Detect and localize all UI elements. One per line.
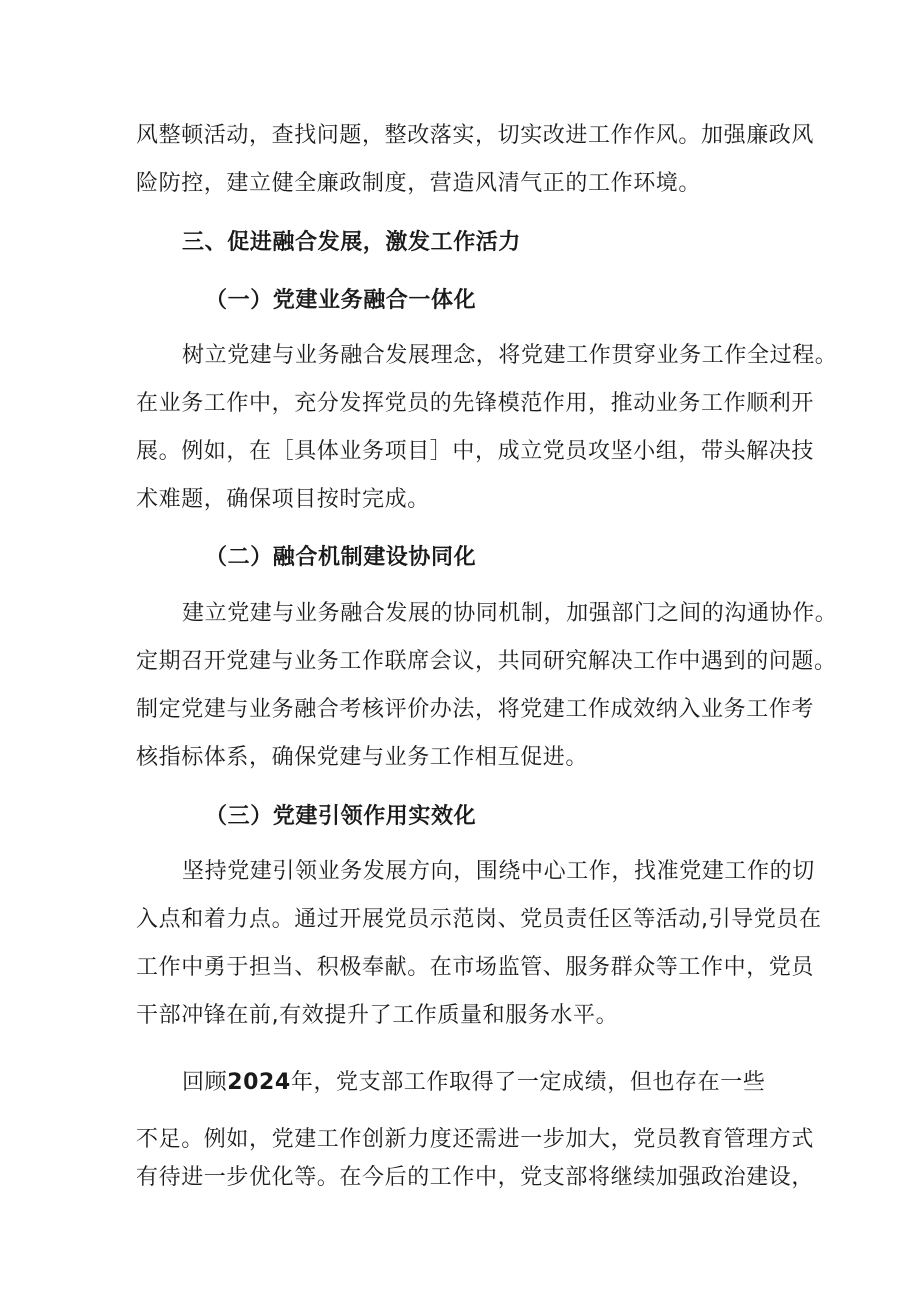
paragraph-line: 工作中勇于担当、积极奉献。在市场监管、服务群众等工作中，党员 [136,955,815,980]
paragraph-line: 在业务工作中，充分发挥党员的先锋模范作用，推动业务工作顺利开 [136,391,815,416]
section-heading: 三、促进融合发展，激发工作活力 [182,230,522,255]
paragraph-line: 术难题，确保项目按时完成。 [136,487,430,512]
paragraph-line: 制定党建与业务融合考核评价办法，将党建工作成效纳入业务工作考 [136,697,815,722]
paragraph-line: 险防控，建立健全廉政制度，营造风清气正的工作环境。 [136,171,702,196]
paragraph-line: 入点和着力点。通过开展党员示范岗、党员责任区等活动,引导党员在 [136,907,822,932]
review-text-pre: 回顾 [182,1070,228,1095]
paragraph-line: 展。例如，在［具体业务项目］中，成立党员攻坚小组，带头解决技 [136,439,815,464]
paragraph-line: 不足。例如，党建工作创新力度还需进一步加大，党员教育管理方式 [136,1127,815,1152]
subsection-heading: （一）党建业务融合一体化 [205,288,477,313]
paragraph-line: 树立党建与业务融合发展理念，将党建工作贯穿业务工作全过程。 [182,343,838,368]
paragraph-line: 坚持党建引领业务发展方向，围绕中心工作，找准党建工作的切 [182,859,815,884]
paragraph-line: 建立党建与业务融合发展的协同机制，加强部门之间的沟通协作。 [182,601,838,626]
subsection-heading: （二）融合机制建设协同化 [205,545,477,570]
paragraph-line: 核指标体系，确保党建与业务工作相互促进。 [136,745,589,770]
paragraph-line: 风整顿活动，查找问题，整改落实，切实改进工作作风。加强廉政风 [136,123,815,148]
subsection-heading: （三）党建引领作用实效化 [205,804,477,829]
paragraph-line: 干部冲锋在前,有效提升了工作质量和服务水平。 [136,1003,619,1028]
review-text-post: 年，党支部工作取得了一定成绩，但也存在一些 [290,1070,766,1095]
review-year: 2024 [227,1070,291,1095]
paragraph-line: 有待进一步优化等。在今后的工作中，党支部将继续加强政治建设， [136,1165,815,1190]
paragraph-line: 定期召开党建与业务工作联席会议，共同研究解决工作中遇到的问题。 [136,649,837,674]
paragraph-line [182,1067,765,1099]
